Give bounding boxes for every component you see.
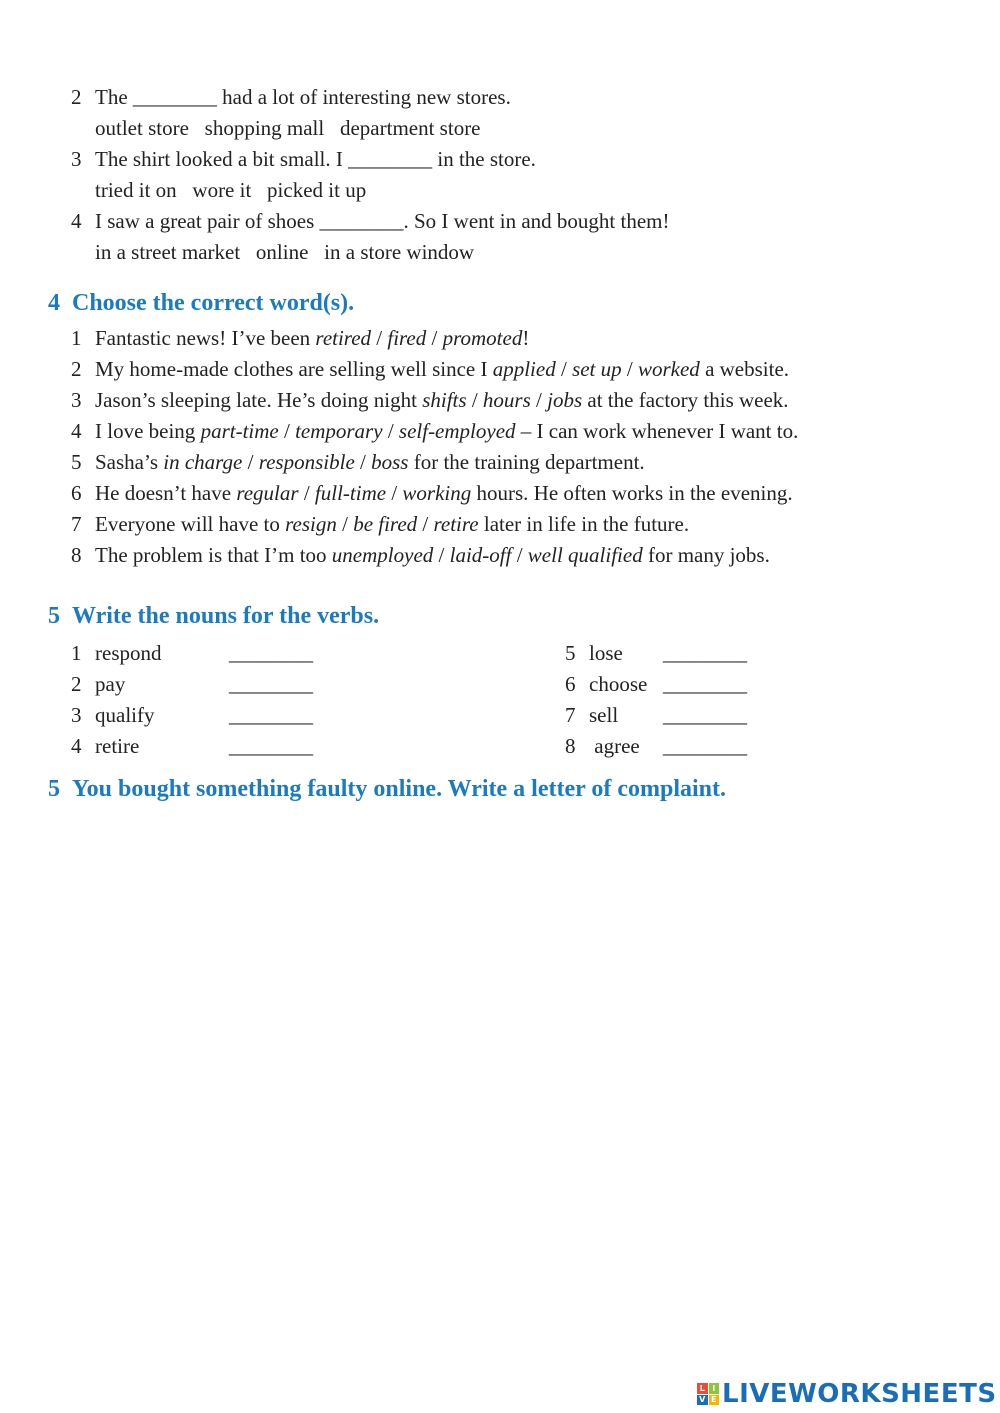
choice-option[interactable]: well qualified xyxy=(527,543,643,567)
choice-option[interactable]: responsible xyxy=(258,450,355,474)
list-item: 2 My home-made clothes are selling well since I applied / set up / worked a website. xyxy=(71,357,790,381)
section-title: You bought something faulty online. Write a letter of complaint. xyxy=(72,776,727,802)
section-heading: 4 Choose the correct word(s). xyxy=(48,290,355,316)
answer-blank[interactable]: ________ xyxy=(663,641,747,665)
choice-option[interactable]: promoted xyxy=(442,326,523,350)
choice-option[interactable]: fired xyxy=(387,326,427,350)
choice-option[interactable]: set up xyxy=(572,357,622,381)
list-item: 5 lose ________ xyxy=(565,641,747,665)
choice-option[interactable]: part-time xyxy=(200,419,279,443)
answer-options: in a street market online in a store window xyxy=(95,240,475,264)
choice-option[interactable]: self-employed xyxy=(398,419,516,443)
choice-option[interactable]: in charge xyxy=(163,450,243,474)
answer-blank[interactable]: ________ xyxy=(663,734,747,758)
answer-blank[interactable]: ________ xyxy=(229,734,313,758)
list-item: 7 sell ________ xyxy=(565,703,747,727)
list-item: 2 The ________ had a lot of interesting new stores. xyxy=(71,85,511,109)
list-item: 3 Jason’s sleeping late. He’s doing night shifts / hours / jobs at the factory this week. xyxy=(71,388,789,412)
choice-option[interactable]: hours xyxy=(482,388,531,412)
list-item: 4 I love being part-time / temporary / self-employed – I can work whenever I want to. xyxy=(71,419,799,443)
choice-option[interactable]: retired xyxy=(315,326,372,350)
list-item: 3 qualify ________ xyxy=(71,703,313,727)
answer-blank[interactable]: ________ xyxy=(663,672,747,696)
answer-options: outlet store shopping mall department store xyxy=(95,116,481,140)
choice-option[interactable]: boss xyxy=(371,450,409,474)
question-text: The shirt looked a bit small. I ________ in the store. xyxy=(95,147,536,171)
choice-option[interactable]: full-time xyxy=(314,481,387,505)
answer-blank[interactable]: ________ xyxy=(663,703,747,727)
list-item: 1 Fantastic news! I’ve been retired / fired / promoted! xyxy=(71,326,530,350)
logo-text: LIVEWORKSHEETS xyxy=(722,1379,997,1409)
writing-area[interactable] xyxy=(48,815,948,1355)
list-item: 2 pay ________ xyxy=(71,672,313,696)
choice-option[interactable]: temporary xyxy=(295,419,383,443)
choice-option[interactable]: worked xyxy=(637,357,700,381)
list-item: 4 I saw a great pair of shoes ________. So I went in and bought them! xyxy=(71,209,670,233)
choice-option[interactable]: be fired xyxy=(353,512,418,536)
list-item: 7 Everyone will have to resign / be fired / retire later in life in the future. xyxy=(71,512,690,536)
choice-option[interactable]: resign xyxy=(285,512,337,536)
question-text: The ________ had a lot of interesting new stores. xyxy=(95,85,511,109)
list-item: 8 agree ________ xyxy=(565,734,747,758)
answer-blank[interactable]: ________ xyxy=(229,703,313,727)
section-heading: 5 Write the nouns for the verbs. xyxy=(48,603,380,629)
list-item: 3 The shirt looked a bit small. I ________ in the store. xyxy=(71,147,536,171)
list-item: 1 respond ________ xyxy=(71,641,313,665)
section-title: Write the nouns for the verbs. xyxy=(72,603,380,629)
answer-blank[interactable]: ________ xyxy=(229,641,313,665)
choice-option[interactable]: laid-off xyxy=(449,543,512,567)
choice-option[interactable]: shifts xyxy=(422,388,467,412)
liveworksheets-logo xyxy=(697,1378,997,1410)
list-item: 4 retire ________ xyxy=(71,734,313,758)
choice-option[interactable]: applied xyxy=(492,357,556,381)
question-text: I saw a great pair of shoes ________. So I went in and bought them! xyxy=(95,209,670,233)
list-item: 8 The problem is that I’m too unemployed / laid-off / well qualified for many jobs. xyxy=(71,543,770,567)
logo-mark-icon: L I V E xyxy=(697,1383,719,1405)
choice-option[interactable]: unemployed xyxy=(331,543,434,567)
list-item: 6 choose ________ xyxy=(565,672,747,696)
list-item: 5 Sasha’s in charge / responsible / boss for the training department. xyxy=(71,450,645,474)
choice-option[interactable]: working xyxy=(402,481,472,505)
answer-options: tried it on wore it picked it up xyxy=(95,178,367,202)
choice-option[interactable]: regular xyxy=(236,481,299,505)
list-item: 6 He doesn’t have regular / full-time / working hours. He often works in the evening. xyxy=(71,481,793,505)
choice-option[interactable]: jobs xyxy=(547,388,583,412)
choice-option[interactable]: retire xyxy=(433,512,479,536)
answer-blank[interactable]: ________ xyxy=(229,672,313,696)
section-heading: 5 You bought something faulty online. Write a letter of complaint. xyxy=(48,776,727,802)
section-title: Choose the correct word(s). xyxy=(72,290,355,316)
